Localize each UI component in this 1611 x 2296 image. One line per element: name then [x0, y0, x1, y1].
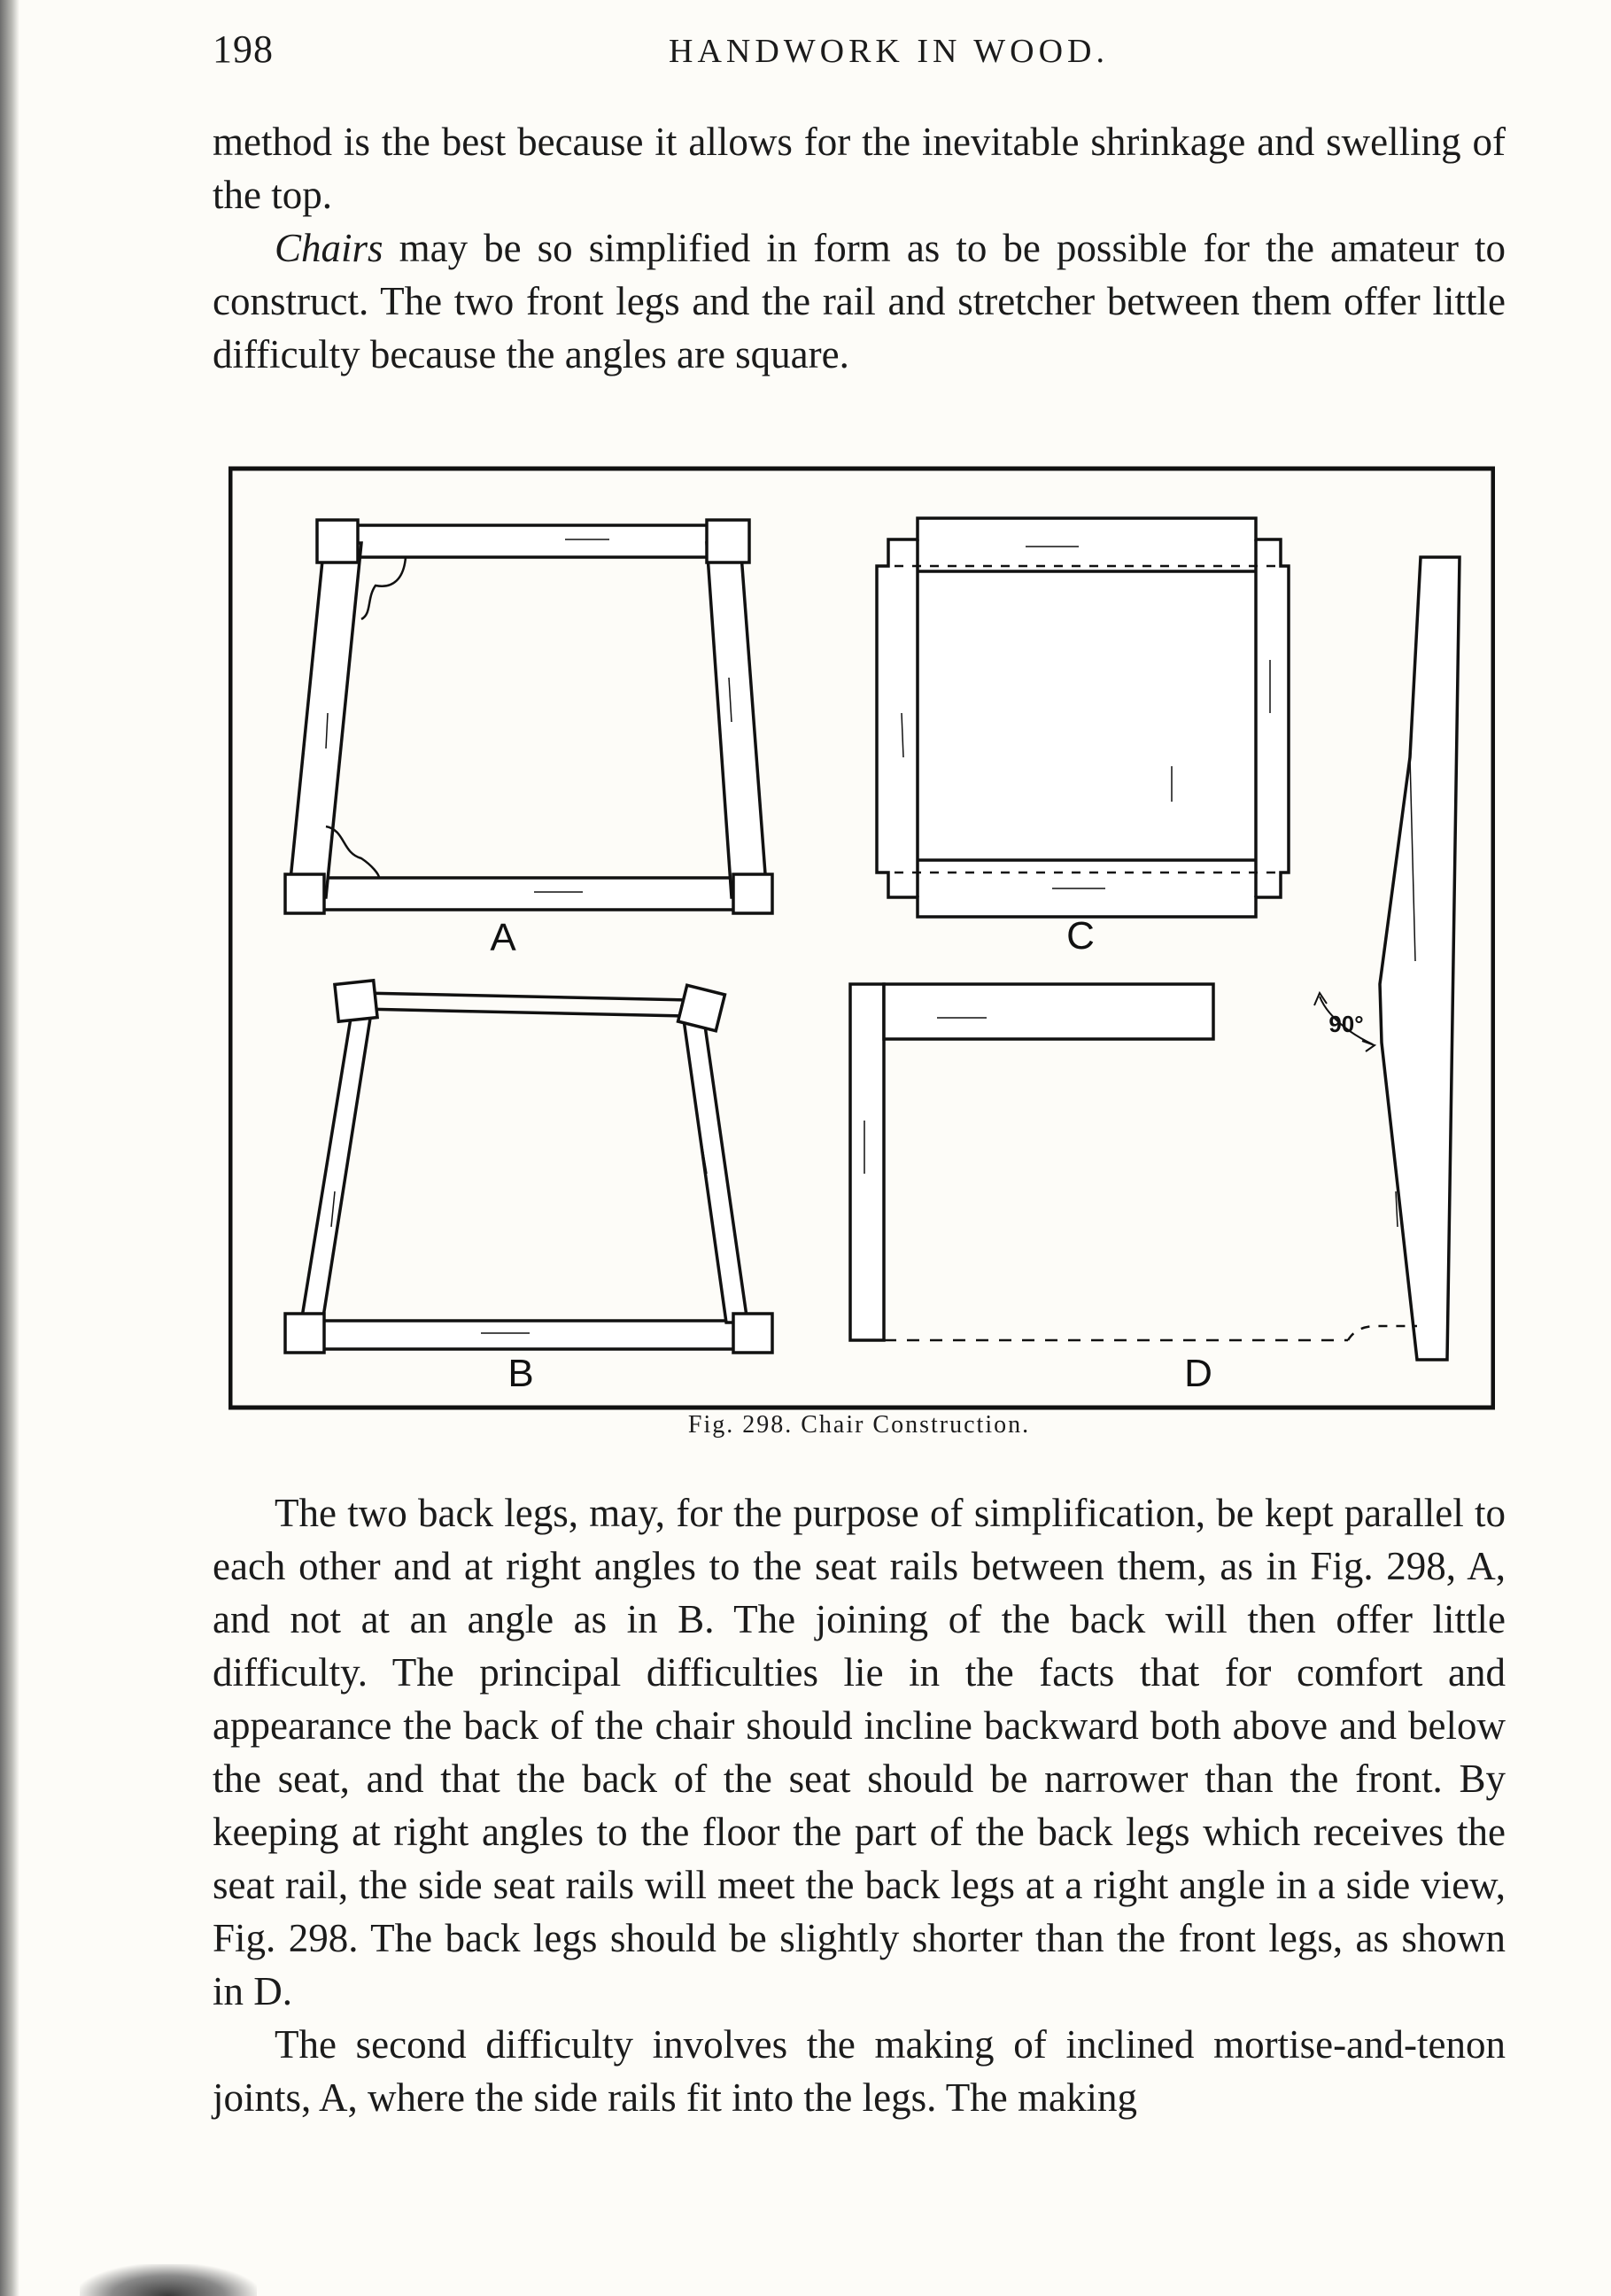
page-edge-shadow [0, 0, 19, 2296]
b-front-rail [317, 1321, 747, 1349]
diagram-a [285, 520, 772, 913]
a-front-rail [308, 878, 747, 910]
b-post-bottom-right [733, 1314, 772, 1353]
b-back-rail-top [361, 993, 689, 1000]
paragraph-back-legs: The two back legs, may, for the purpose of simplification, be kept parallel to each other and at right angles to the seat rails between them, as in Fig. 298, A, and not at an angle as in B. The joining of the back will then offer little difficulty. The principal difficulties lie in the facts that for comfort and appearance the back of the chair should incline backward both above and below the seat, and that the back of the seat should be narrower than the front. By keeping at right angles to the floor the part of the back legs which receives the seat rail, the side seat rails will meet the back legs at a right angle in a side view, Fig. 298. The back legs should be slightly shorter than the front legs, as shown in D. [213, 1491, 1506, 2013]
b-right-rail [682, 1007, 747, 1323]
chairs-word: Chairs [275, 226, 383, 270]
a-post-bottom-left [285, 874, 324, 913]
diagram-c [877, 518, 1289, 917]
d-back-leg [1380, 557, 1460, 1360]
a-back-rail [345, 525, 726, 557]
diagram-b [285, 981, 772, 1353]
angle-label: 90° [1328, 1011, 1364, 1037]
paragraph-continuation: method is the best because it allows for the inevitable shrinkage and swelling of the top. [213, 120, 1506, 217]
paragraph-second-difficulty: The second difficulty involves the making of inclined mortise-and-tenon joints, A, where the side rails fit into the legs. The making [213, 2022, 1506, 2120]
figure-chair-construction [228, 465, 1495, 1413]
a-post-top-right [707, 520, 749, 562]
bottom-text [213, 1486, 1506, 2124]
b-left-rail [301, 1007, 372, 1323]
label-a: A [490, 916, 516, 959]
b-post-top-right [678, 985, 725, 1030]
running-head: HANDWORK IN WOOD. [669, 33, 1109, 70]
thumb-shadow [80, 2264, 257, 2296]
d-seat-rail [884, 984, 1213, 1039]
b-post-top-left [335, 981, 377, 1021]
a-post-top-left [317, 520, 358, 562]
label-b: B [507, 1352, 534, 1395]
label-c: C [1066, 914, 1095, 958]
page-number: 198 [213, 27, 274, 71]
top-text [213, 115, 1506, 381]
paragraph-chairs [213, 221, 1506, 381]
a-corner-block-bottom [326, 826, 379, 878]
a-right-rail [707, 543, 767, 897]
a-post-bottom-right [733, 874, 772, 913]
c-seat-outline [877, 518, 1289, 917]
chair-diagram [228, 465, 1495, 1413]
a-left-rail [289, 543, 361, 897]
page-header [213, 27, 1523, 80]
label-d: D [1184, 1352, 1212, 1395]
a-corner-block-top [361, 557, 406, 619]
d-floor-dashed-rise [1348, 1326, 1417, 1340]
b-post-bottom-left [285, 1314, 324, 1353]
chairs-text: may be so simplified in form as to be possible for the amateur to construct. The two front legs and the rail and stretcher between them offer little difficulty because the angles are square. [213, 226, 1506, 376]
figure-caption: Fig. 298. Chair Construction. [687, 1411, 1031, 1439]
b-back-rail-bottom [361, 1009, 684, 1016]
d-front-leg [850, 984, 884, 1340]
